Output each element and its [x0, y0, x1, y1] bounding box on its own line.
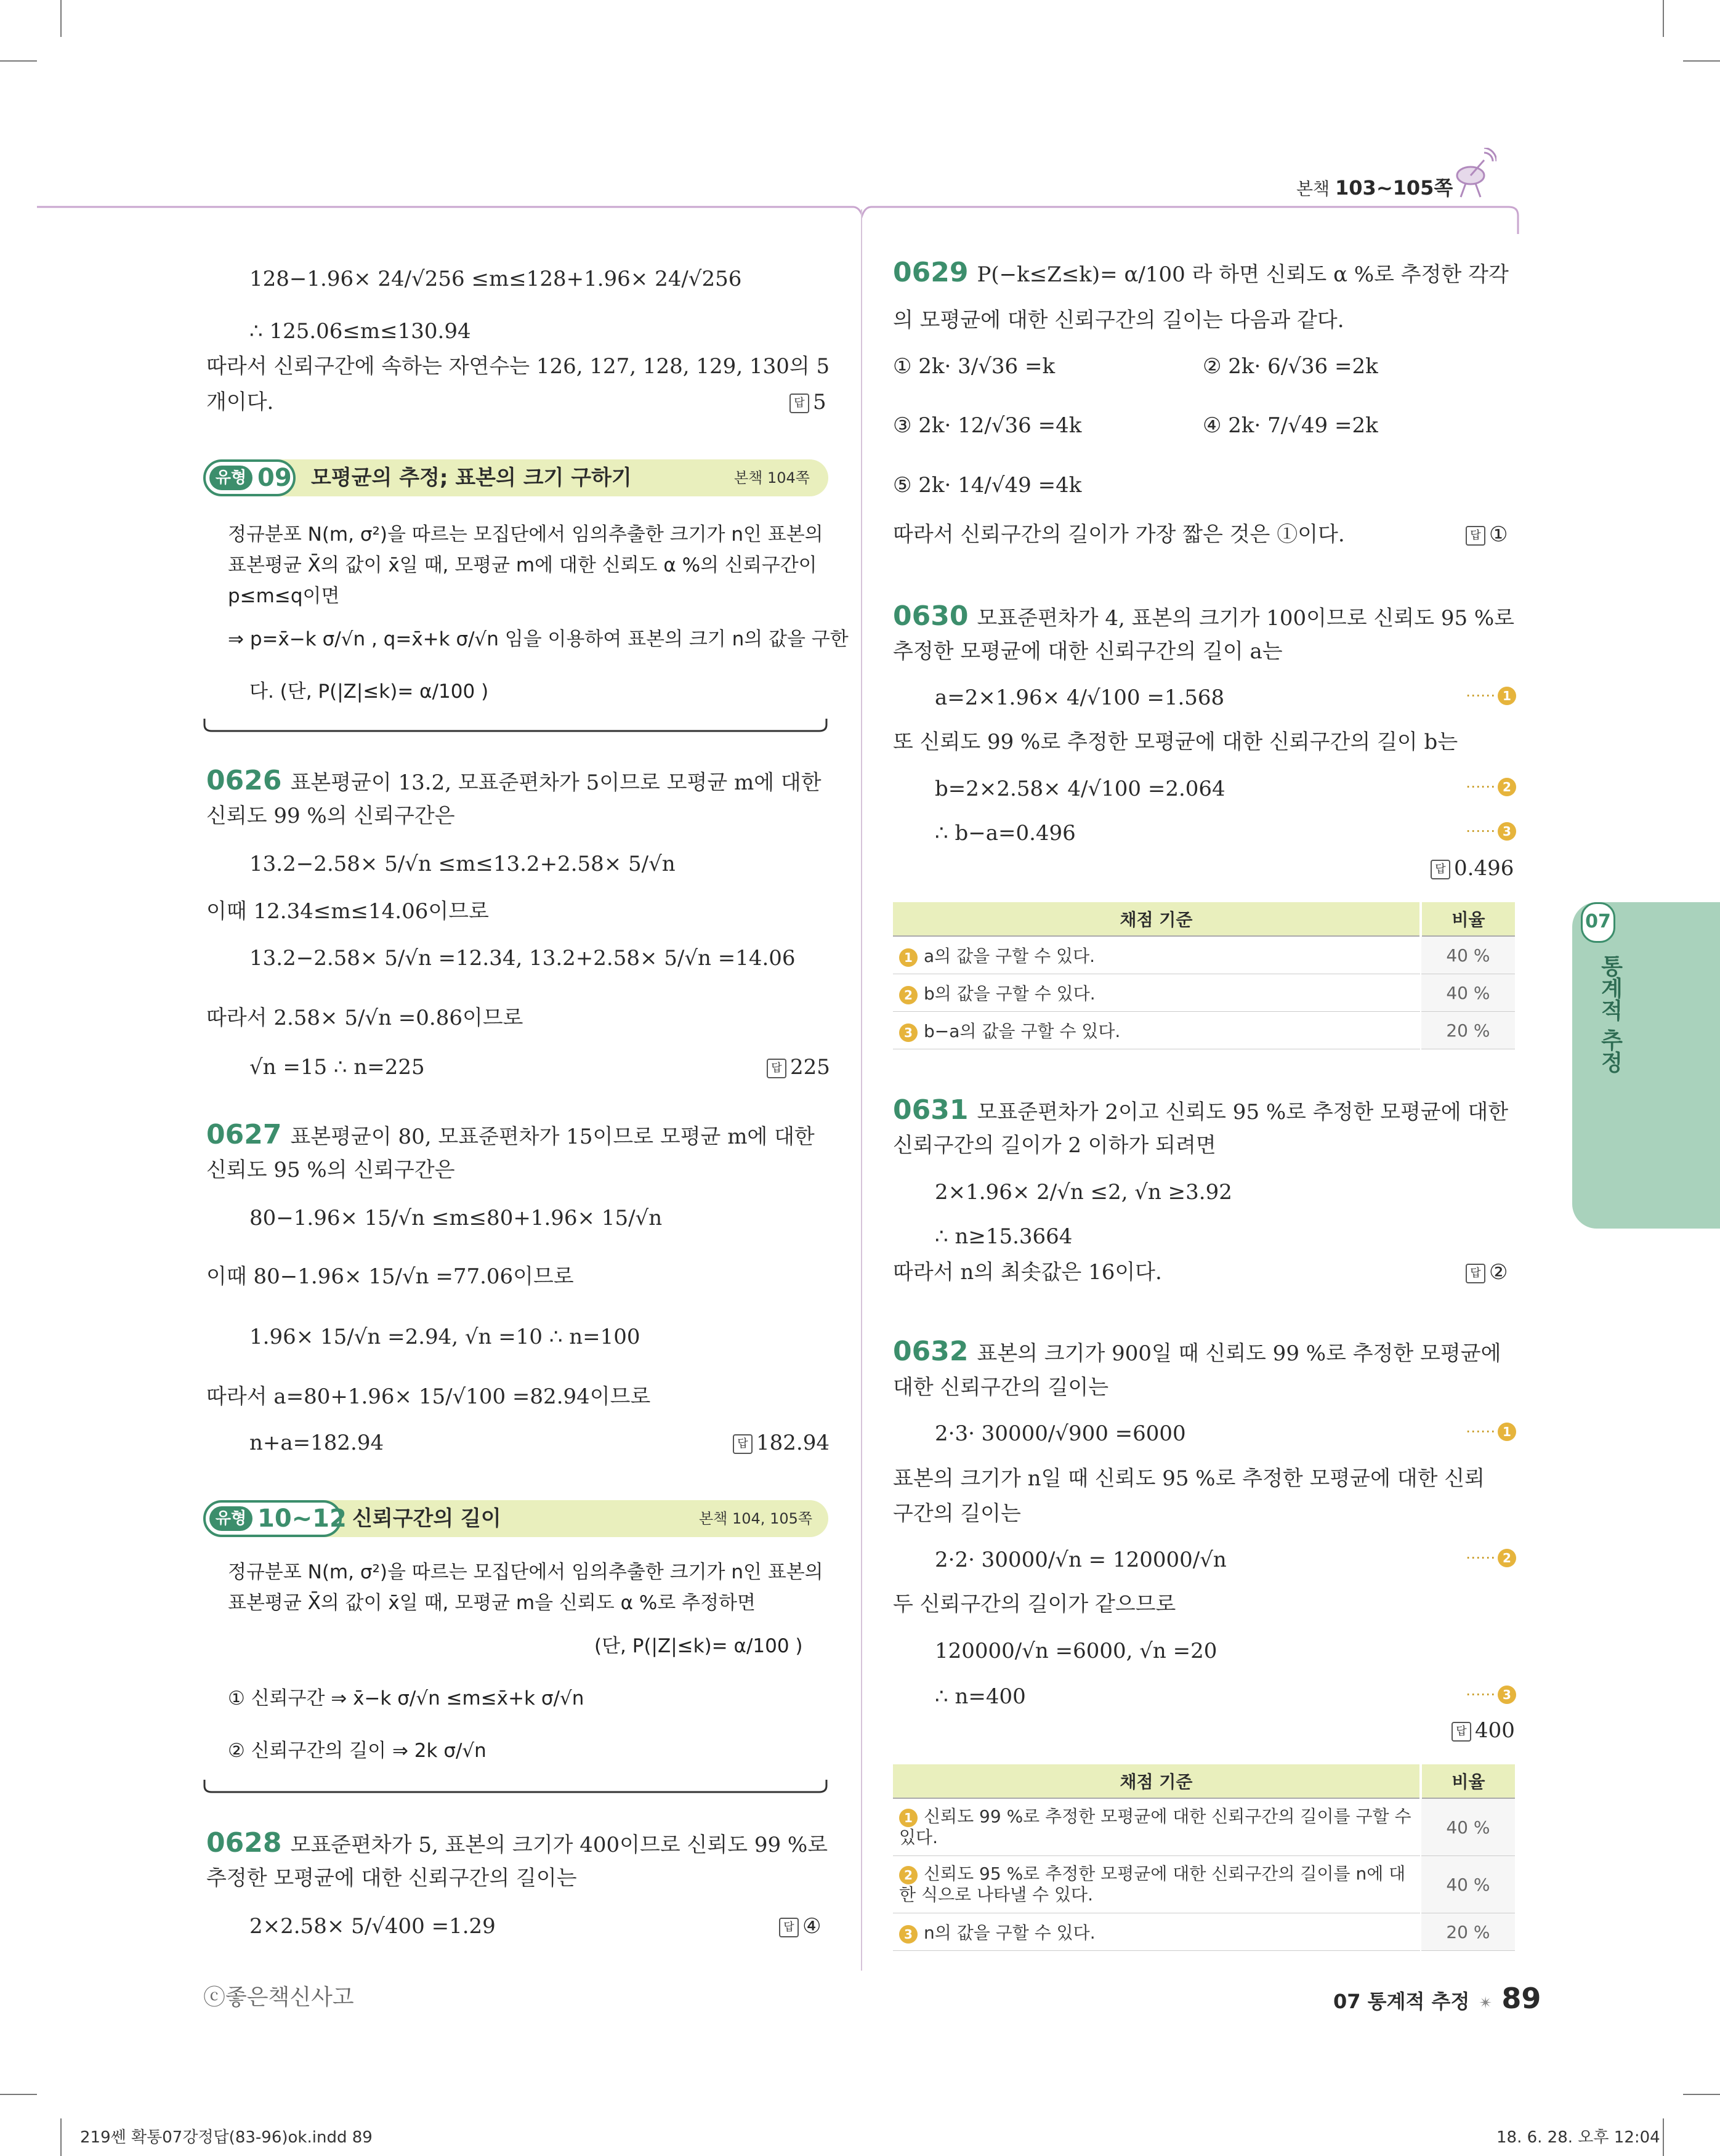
- answer-icon: 답: [733, 1434, 753, 1454]
- problem-text: 의 모평균에 대한 신뢰구간의 길이는 다음과 같다.: [893, 308, 1344, 333]
- option-2: ② 2k· 6/√36 =2k: [1203, 354, 1378, 379]
- answer-icon: 답: [1431, 860, 1450, 879]
- type-10-body-2: 표본평균 X̄의 값이 x̄일 때, 모평균 m을 신뢰도 α %로 추정하면: [228, 1592, 756, 1614]
- publisher-footer: ⓒ좋은책신사고: [203, 1985, 354, 2010]
- type-pill: 유형: [209, 1506, 252, 1531]
- step-marker-3: ⋯⋯ 3: [1466, 1686, 1516, 1704]
- type-09-bracket: [203, 717, 828, 736]
- problem-text: 이때 80−1.96× 15/√n =77.06이므로: [206, 1264, 574, 1289]
- answer-icon: 답: [779, 1918, 799, 1937]
- step-marker-3: ⋯⋯ 3: [1466, 822, 1516, 841]
- problem-text: ∴ n≥15.3664: [935, 1224, 1073, 1249]
- column-divider: [861, 209, 862, 1971]
- header-divider: [37, 197, 1521, 246]
- problem-text: 모표준편차가 5, 표본의 크기가 400이므로 신뢰도 99 %로: [290, 1833, 828, 1857]
- problem-text: n+a=182.94: [249, 1431, 384, 1455]
- problem-answer: 답 ④: [779, 1912, 821, 1940]
- slug-filename: 219쎈 확통07강정답(83-96)ok.indd 89: [80, 2128, 373, 2147]
- slug-timestamp: 18. 6. 28. 오후 12:04: [1496, 2128, 1660, 2147]
- problem-text: 모표준편차가 4, 표본의 크기가 100이므로 신뢰도 95 %로: [977, 606, 1515, 631]
- problem-text: 따라서 2.58× 5/√n =0.86이므로: [206, 1006, 523, 1030]
- type-10-body-5: ② 신뢰구간의 길이 ⇒ 2k σ/√n: [228, 1740, 487, 1762]
- step-marker-2: ⋯⋯ 2: [1466, 778, 1516, 796]
- problem-answer: 답 225: [767, 1053, 830, 1081]
- footer-chapter: 07 통계적 추정: [1333, 1990, 1470, 2013]
- type-10-title: 신뢰구간의 길이: [352, 1506, 501, 1531]
- step-marker-2: ⋯⋯ 2: [1466, 1549, 1516, 1567]
- problem-text: 표본평균이 13.2, 모표준편차가 5이므로 모평균 m에 대한: [290, 770, 822, 795]
- problem-text: 표본의 크기가 n일 때 신뢰도 95 %로 추정한 모평균에 대한 신뢰: [893, 1466, 1485, 1491]
- problem-text: 120000/√n =6000, √n =20: [935, 1639, 1217, 1663]
- type-num: 09: [257, 464, 292, 492]
- problem-number: 0626: [206, 765, 282, 796]
- scoring-table-1: [893, 902, 1515, 1049]
- problem-text: 추정한 모평균에 대한 신뢰구간의 길이는: [206, 1866, 577, 1891]
- table-header: 채점 기준: [893, 902, 1421, 936]
- prev-line-3: 따라서 신뢰구간에 속하는 자연수는 126, 127, 128, 129, 130의 5: [206, 354, 830, 379]
- header-ref-prefix: 본책: [1296, 179, 1330, 199]
- problem-text: 2·3· 30000/√900 =6000: [935, 1421, 1186, 1446]
- problem-text: 따라서 a=80+1.96× 15/√100 =82.94이므로: [206, 1384, 651, 1409]
- answer-icon: 답: [1466, 526, 1485, 546]
- option-3: ③ 2k· 12/√36 =4k: [893, 413, 1082, 438]
- table-header: 비율: [1421, 902, 1515, 936]
- type-09-title: 모평균의 추정; 표본의 크기 구하기: [311, 466, 632, 490]
- step-marker-1: ⋯⋯ 1: [1466, 1423, 1516, 1441]
- problem-text: ∴ b−a=0.496: [935, 821, 1076, 846]
- problem-text: 1.96× 15/√n =2.94, √n =10 ∴ n=100: [249, 1325, 640, 1349]
- table-row: 2 신뢰도 95 %로 추정한 모평균에 대한 신뢰구간의 길이를 n에 대한 식으로 나타낼 수 있다. 40 %: [893, 1856, 1515, 1913]
- problem-text: 따라서 n의 최솟값은 16이다.: [893, 1260, 1162, 1285]
- type-09-body-1: 정규분포 N(m, σ²)을 따르는 모집단에서 임의추출한 크기가 n인 표본의: [228, 523, 823, 546]
- prev-line-2: ∴ 125.06≤m≤130.94: [249, 319, 471, 344]
- problem-number: 0629: [893, 257, 969, 288]
- problem-answer: 답 0.496: [1431, 854, 1514, 882]
- prev-answer-value: 5: [813, 390, 826, 414]
- table-row: 3 b−a의 값을 구할 수 있다. 20 %: [893, 1012, 1515, 1049]
- problem-text: 13.2−2.58× 5/√n =12.34, 13.2+2.58× 5/√n =14.06: [249, 946, 796, 971]
- table-row: 3 n의 값을 구할 수 있다. 20 %: [893, 1913, 1515, 1951]
- footer-separator: ✴: [1479, 1994, 1493, 2013]
- problem-text: 2×1.96× 2/√n ≤2, √n ≥3.92: [935, 1180, 1232, 1205]
- page-number: 89: [1501, 1982, 1541, 2015]
- type-10-badge: [203, 1500, 347, 1537]
- problem-text: 또 신뢰도 99 %로 추정한 모평균에 대한 신뢰구간의 길이 b는: [893, 730, 1458, 754]
- problem-text: 따라서 신뢰구간의 길이가 가장 짧은 것은 ①이다.: [893, 522, 1345, 547]
- type-pill: 유형: [209, 466, 252, 490]
- header-ref-pages: 103~105쪽: [1335, 176, 1453, 200]
- table-row: 1 a의 값을 구할 수 있다. 40 %: [893, 936, 1515, 974]
- type-09-body-5: 다. (단, P(|Z|≤k)= α/100 ): [249, 680, 489, 703]
- scoring-table-2: [893, 1764, 1515, 1951]
- option-5: ⑤ 2k· 14/√49 =4k: [893, 473, 1082, 498]
- side-tab-title: 통계적 추정: [1597, 955, 1623, 1073]
- problem-text: 표본의 크기가 900일 때 신뢰도 99 %로 추정한 모평균에: [977, 1341, 1501, 1366]
- problem-number: 0630: [893, 600, 969, 632]
- prev-line-4: 개이다.: [206, 390, 274, 414]
- problem-text: 신뢰구간의 길이가 2 이하가 되려면: [893, 1133, 1216, 1158]
- type-09-ref: 본책 104쪽: [734, 469, 810, 487]
- answer-icon: 답: [789, 394, 809, 413]
- problem-text: 2×2.58× 5/√400 =1.29: [249, 1914, 496, 1939]
- problem-number: 0628: [206, 1827, 282, 1859]
- satellite-icon: [1453, 148, 1496, 203]
- problem-text: 신뢰도 95 %의 신뢰구간은: [206, 1158, 455, 1182]
- problem-answer: 답 182.94: [733, 1429, 830, 1457]
- problem-number: 0632: [893, 1336, 969, 1367]
- problem-answer: 답 400: [1452, 1716, 1515, 1745]
- problem-text: 대한 신뢰구간의 길이는: [893, 1375, 1109, 1400]
- option-1: ① 2k· 3/√36 =k: [893, 354, 1056, 379]
- type-10-body-1: 정규분포 N(m, σ²)을 따르는 모집단에서 임의추출한 크기가 n인 표본의: [228, 1561, 823, 1583]
- problem-text: a=2×1.96× 4/√100 =1.568: [935, 685, 1225, 710]
- type-10-ref: 본책 104, 105쪽: [699, 1510, 813, 1527]
- problem-answer: 답 ②: [1466, 1258, 1508, 1286]
- problem-text: P(−k≤Z≤k)= α/100 라 하면 신뢰도 α %로 추정한 각각: [977, 262, 1509, 287]
- problem-text: 표본평균이 80, 모표준편차가 15이므로 모평균 m에 대한: [290, 1124, 815, 1149]
- problem-number: 0631: [893, 1094, 969, 1126]
- problem-text: 구간의 길이는: [893, 1501, 1021, 1526]
- problem-answer: 답 ①: [1466, 520, 1508, 549]
- answer-icon: 답: [767, 1059, 786, 1078]
- problem-text: 신뢰도 99 %의 신뢰구간은: [206, 804, 455, 828]
- problem-text: 이때 12.34≤m≤14.06이므로: [206, 899, 489, 924]
- problem-text: b=2×2.58× 4/√100 =2.064: [935, 777, 1225, 801]
- step-marker-1: ⋯⋯ 1: [1466, 687, 1516, 705]
- type-09-body-3: p≤m≤q이면: [228, 585, 340, 607]
- table-row: 1 신뢰도 99 %로 추정한 모평균에 대한 신뢰구간의 길이를 구할 수 있다. 40 %: [893, 1798, 1515, 1856]
- problem-number: 0627: [206, 1119, 282, 1150]
- answer-icon: 답: [1452, 1722, 1471, 1742]
- type-09-body-4: ⇒ p=x̄−k σ/√n , q=x̄+k σ/√n 임을 이용하여 표본의 크기 n의 값을 구한: [228, 628, 849, 650]
- type-10-body-3: (단, P(|Z|≤k)= α/100 ): [594, 1635, 803, 1657]
- prev-line-1: 128−1.96× 24/√256 ≤m≤128+1.96× 24/√256: [249, 267, 742, 291]
- type-10-body-4: ① 신뢰구간 ⇒ x̄−k σ/√n ≤m≤x̄+k σ/√n: [228, 1687, 584, 1710]
- table-row: 2 b의 값을 구할 수 있다. 40 %: [893, 974, 1515, 1012]
- type-09-body-2: 표본평균 X̄의 값이 x̄일 때, 모평균 m에 대한 신뢰도 α %의 신뢰구간이: [228, 554, 817, 576]
- problem-text: 2·2· 30000/√n = 120000/√n: [935, 1548, 1227, 1572]
- type-09-badge: [203, 459, 296, 496]
- prev-answer: [789, 388, 826, 416]
- problem-text: ∴ n=400: [935, 1684, 1026, 1709]
- type-10-bracket: [203, 1778, 828, 1797]
- problem-text: √n =15 ∴ n=225: [249, 1055, 425, 1080]
- type-num: 10~12: [257, 1504, 347, 1533]
- problem-text: 80−1.96× 15/√n ≤m≤80+1.96× 15/√n: [249, 1206, 663, 1230]
- table-header: 채점 기준: [893, 1764, 1421, 1798]
- problem-text: 두 신뢰구간의 길이가 같으므로: [893, 1592, 1176, 1617]
- side-tab-number: 07: [1581, 902, 1615, 943]
- problem-text: 13.2−2.58× 5/√n ≤m≤13.2+2.58× 5/√n: [249, 852, 676, 876]
- table-header: 비율: [1421, 1764, 1515, 1798]
- problem-text: 추정한 모평균에 대한 신뢰구간의 길이 a는: [893, 639, 1283, 664]
- page-footer: [1333, 1982, 1541, 2015]
- answer-icon: 답: [1466, 1264, 1485, 1283]
- problem-text: 모표준편차가 2이고 신뢰도 95 %로 추정한 모평균에 대한: [977, 1100, 1509, 1124]
- option-4: ④ 2k· 7/√49 =2k: [1203, 413, 1378, 438]
